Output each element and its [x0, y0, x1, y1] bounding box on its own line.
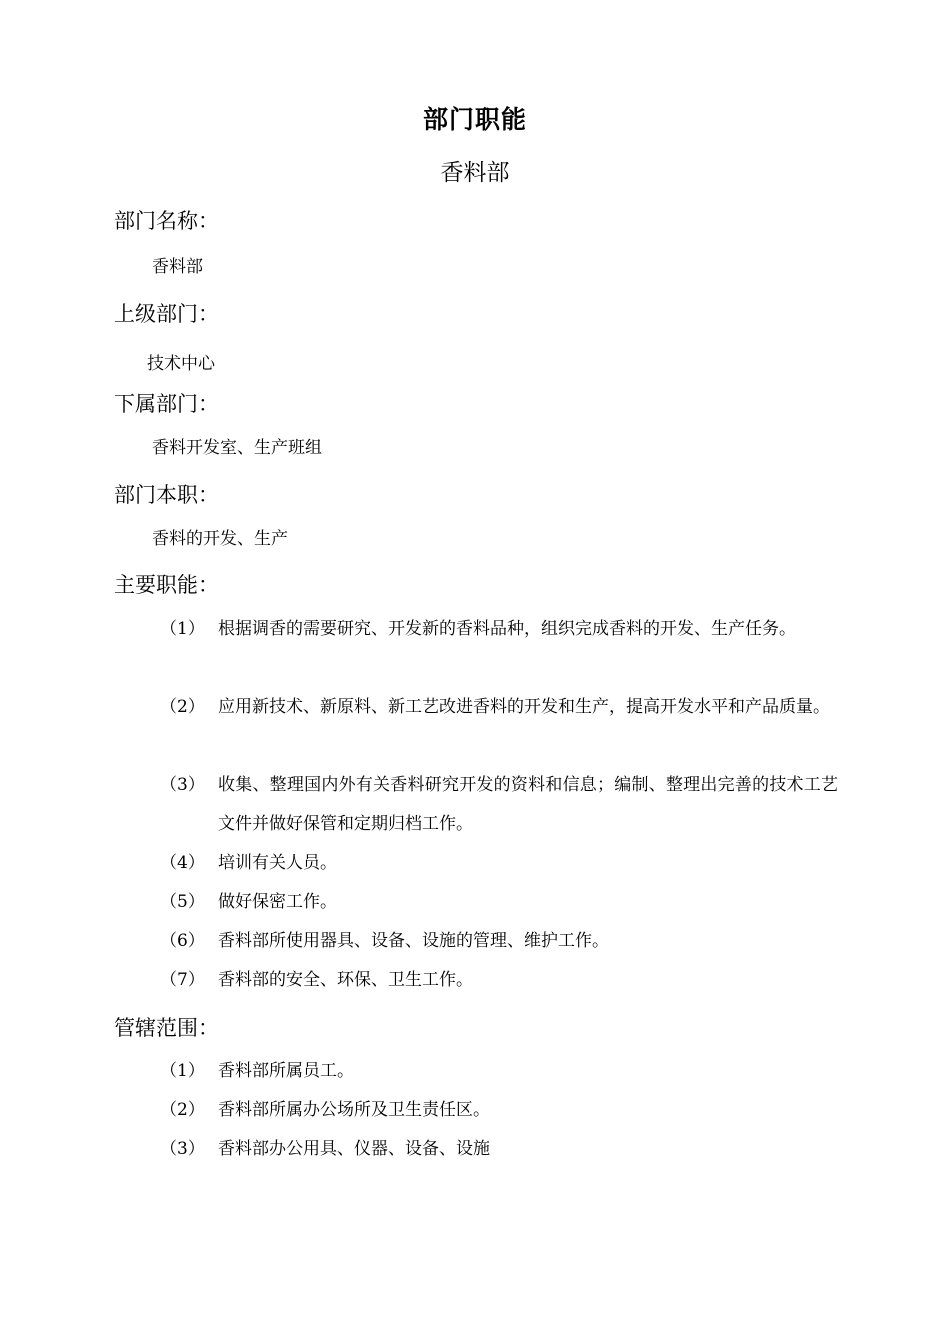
list-item-number: （5）: [160, 892, 205, 912]
list-item-text: 香料部的安全、环保、卫生工作。: [218, 970, 473, 990]
list-item-text: 香料部所属办公场所及卫生责任区。: [218, 1100, 490, 1120]
list-item-number: （2）: [160, 697, 205, 717]
section-heading-superior-department: 上级部门：: [114, 302, 219, 326]
superior-department-value: 技术中心: [147, 354, 215, 374]
list-item-number: （1）: [160, 619, 205, 639]
list-item-number: （3）: [160, 775, 205, 795]
subordinate-departments-value: 香料开发室、生产班组: [152, 438, 322, 458]
list-item: [160, 610, 840, 688]
list-item-number: （7）: [160, 970, 205, 990]
page-title: 部门职能: [422, 105, 527, 134]
list-item-text: 香料部所属员工。: [218, 1061, 354, 1081]
page-subtitle: 香料部: [440, 160, 510, 186]
list-item-text: 香料部办公用具、仪器、设备、设施: [218, 1139, 490, 1159]
department-name-value: 香料部: [152, 257, 203, 277]
list-item-text: 做好保密工作。: [218, 892, 337, 912]
list-item-text: 收集、整理国内外有关香料研究开发的资料和信息；编制、整理出完善的技术工艺文件并做好保管和定期归档工作。: [218, 775, 838, 834]
list-item-text: 香料部所使用器具、设备、设施的管理、维护工作。: [218, 931, 609, 951]
section-heading-main-functions: 主要职能：: [114, 573, 219, 597]
section-heading-jurisdiction-scope: 管辖范围：: [114, 1016, 219, 1040]
list-item: [160, 766, 840, 844]
list-item: [160, 1091, 840, 1130]
list-item: [160, 883, 840, 922]
list-item-number: （4）: [160, 853, 205, 873]
list-item-text: 应用新技术、新原料、新工艺改进香料的开发和生产，提高开发水平和产品质量。: [218, 697, 830, 717]
section-heading-subordinate-departments: 下属部门：: [114, 392, 219, 416]
list-item: [160, 961, 840, 1000]
list-item: [160, 1052, 840, 1091]
list-item: [160, 1130, 840, 1169]
section-heading-department-duty: 部门本职：: [114, 483, 219, 507]
list-item: [160, 688, 840, 766]
list-item-number: （6）: [160, 931, 205, 951]
list-item: [160, 844, 840, 883]
list-item-number: （2）: [160, 1100, 205, 1120]
list-item-text: 培训有关人员。: [218, 853, 337, 873]
list-item-number: （1）: [160, 1061, 205, 1081]
list-item: [160, 922, 840, 961]
list-item-text: 根据调香的需要研究、开发新的香料品种，组织完成香料的开发、生产任务。: [218, 619, 796, 639]
section-heading-department-name: 部门名称：: [114, 209, 219, 233]
list-item-number: （3）: [160, 1139, 205, 1159]
department-duty-value: 香料的开发、生产: [152, 529, 288, 549]
